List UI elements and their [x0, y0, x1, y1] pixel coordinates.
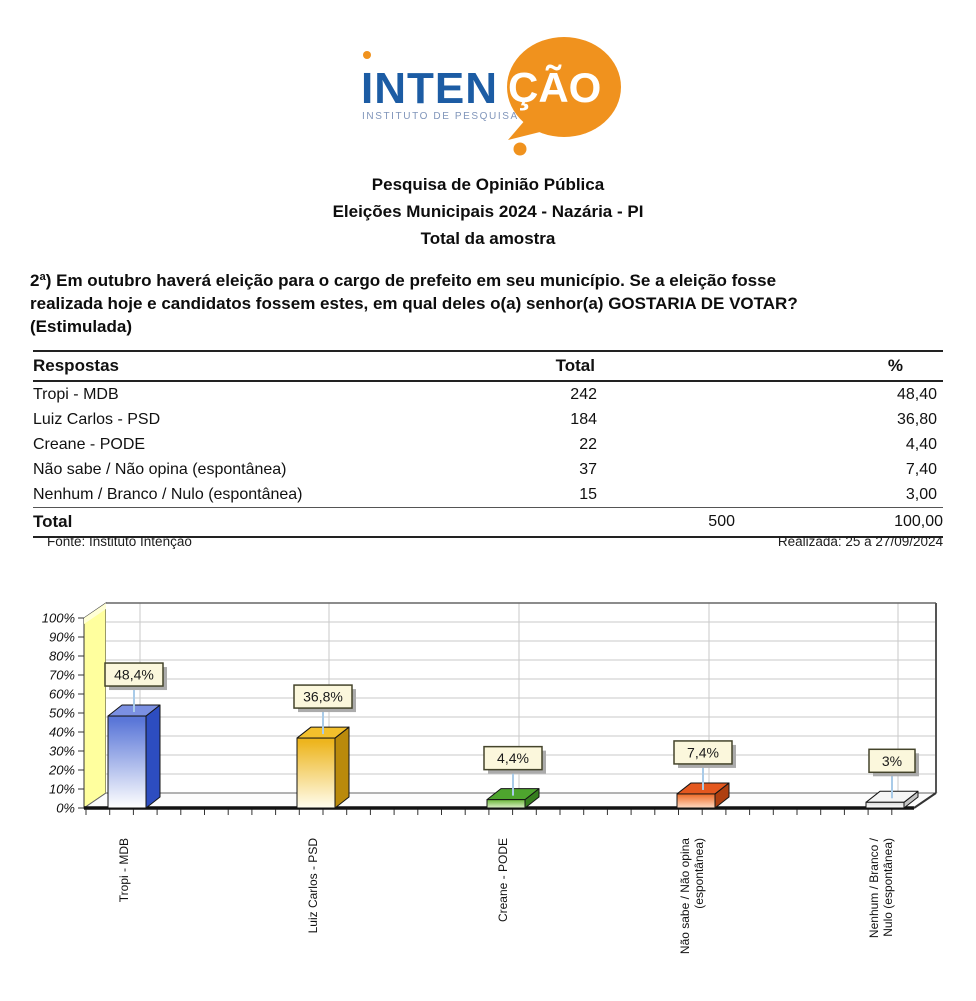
- x-category-label: Creane - PODE: [496, 838, 510, 923]
- bar-front-face: [866, 802, 904, 808]
- report-header: [0, 171, 976, 252]
- logo-wordmark-cao: ÇÃO: [508, 64, 602, 111]
- row-pct: 36,80: [896, 410, 937, 428]
- question-line-2: realizada hoje e candidatos fossem estes, em qual deles o(a) senhor(a) GOSTARIA DE VOTAR?: [30, 294, 798, 313]
- x-category-label: Tropi - MDB: [117, 838, 131, 903]
- logo-subtitle: INSTITUTO DE PESQUISA: [362, 111, 519, 122]
- row-label: Tropi - MDB: [33, 385, 119, 403]
- col-header-total: Total: [335, 351, 735, 381]
- row-total: 184: [570, 410, 597, 428]
- y-tick-label: 10%: [48, 781, 75, 797]
- table-header-row: [33, 351, 943, 381]
- y-tick-label: 20%: [48, 762, 75, 778]
- y-tick-label: 80%: [48, 648, 75, 664]
- row-total: 15: [335, 482, 735, 508]
- bar-1: [297, 727, 349, 808]
- y-tick-label: 60%: [48, 686, 75, 702]
- question-line-1: 2ª) Em outubro haverá eleição para o cargo de prefeito em seu município. Se a eleição fosse: [30, 271, 777, 290]
- row-pct: 7,40: [905, 460, 937, 478]
- table-footnote: [33, 534, 943, 549]
- total-pct: 100,00: [735, 508, 943, 538]
- table-row: [33, 381, 943, 407]
- x-category-label: Luiz Carlos - PSD: [306, 838, 320, 934]
- total-label: Total: [33, 508, 335, 538]
- survey-question: [30, 269, 948, 338]
- bar-front-face: [297, 738, 335, 808]
- row-total: 37: [579, 460, 597, 478]
- bar-chart-canvas: [0, 595, 976, 1001]
- total-total: 500: [335, 508, 735, 538]
- data-label: 7,4%: [687, 744, 719, 761]
- bar-front-face: [487, 800, 525, 808]
- title-line-2: Eleições Municipais 2024 - Nazária - PI: [332, 202, 644, 221]
- title-line-1: Pesquisa de Opinião Pública: [371, 175, 605, 194]
- bar-side-face: [146, 705, 160, 808]
- results-table: [33, 350, 943, 538]
- table-row: [33, 457, 943, 482]
- row-label: Não sabe / Não opina (espontânea): [33, 460, 287, 478]
- col-header-pct: %: [735, 351, 943, 381]
- logo-graphic: [358, 18, 648, 166]
- chart-left-wall: [84, 603, 106, 808]
- table-row: [33, 407, 943, 432]
- bar-side-face: [335, 727, 349, 808]
- row-pct: 4,40: [905, 435, 937, 453]
- institute-logo: [358, 18, 648, 166]
- bar-front-face: [108, 716, 146, 808]
- title-line-3: Total da amostra: [420, 229, 556, 248]
- table-total-row: [33, 508, 943, 538]
- bar-0: [108, 705, 160, 808]
- y-tick-label: 90%: [48, 629, 75, 645]
- x-category-label: (espontânea): [692, 838, 706, 909]
- y-tick-label: 40%: [48, 724, 75, 740]
- logo-wordmark-inten: INTEN: [361, 64, 498, 113]
- source-text: Fonte: Instituto Intenção: [47, 534, 192, 549]
- y-tick-label: 50%: [48, 705, 75, 721]
- y-tick-label: 100%: [41, 610, 75, 626]
- data-label: 48,4%: [114, 666, 154, 683]
- bar-chart: [0, 595, 976, 1001]
- row-pct: 48,40: [896, 385, 937, 403]
- row-pct: 3,00: [735, 482, 943, 508]
- col-header-respostas: Respostas: [33, 351, 335, 381]
- x-category-label: Nulo (espontânea): [881, 838, 895, 937]
- logo-bubble-dot: [514, 143, 527, 156]
- data-label: 3%: [881, 752, 903, 769]
- logo-i-dot: [363, 51, 371, 59]
- results-table-wrap: [33, 350, 943, 538]
- data-label: 4,4%: [497, 750, 529, 767]
- y-tick-label: 70%: [48, 667, 75, 683]
- row-label: Luiz Carlos - PSD: [33, 410, 161, 428]
- row-label: Creane - PODE: [33, 435, 146, 453]
- x-category-label: Não sabe / Não opina: [678, 838, 692, 955]
- question-line-3: (Estimulada): [30, 317, 133, 336]
- y-tick-label: 30%: [48, 743, 75, 759]
- x-category-label: Nenhum / Branco /: [867, 838, 881, 939]
- row-total: 242: [570, 385, 597, 403]
- row-label: Nenhum / Branco / Nulo (espontânea): [33, 482, 335, 508]
- y-tick-label: 0%: [56, 800, 75, 816]
- table-row: [33, 432, 943, 457]
- date-text: Realizada: 25 a 27/09/2024: [777, 534, 943, 549]
- data-label: 36,8%: [303, 688, 343, 705]
- row-total: 22: [579, 435, 597, 453]
- table-row: [33, 482, 943, 508]
- bar-front-face: [677, 794, 715, 808]
